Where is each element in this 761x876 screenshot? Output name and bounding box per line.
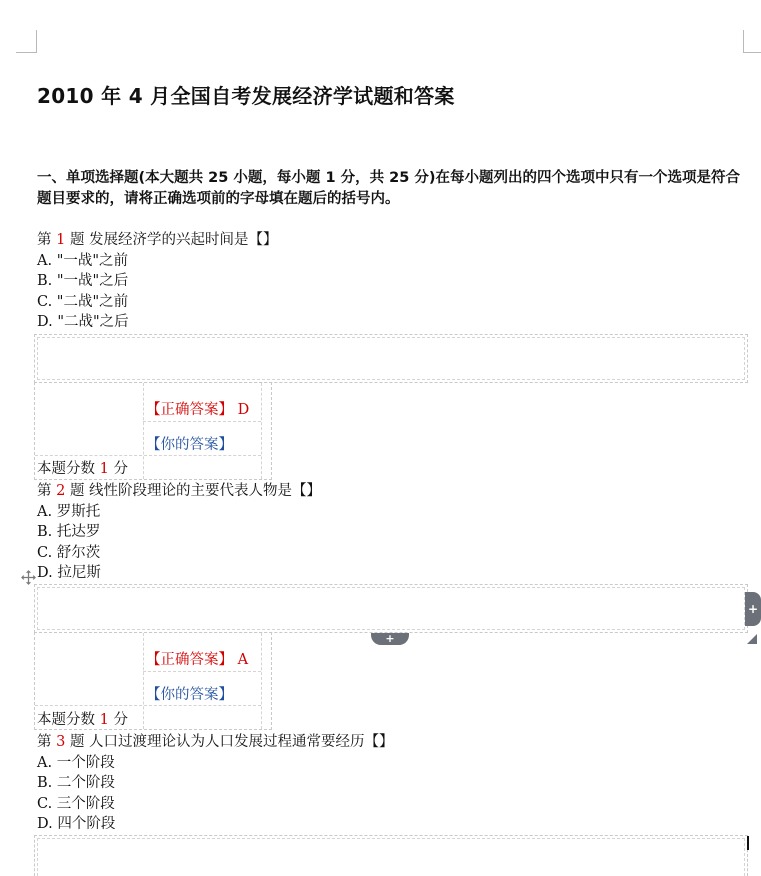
table-cell (37, 587, 745, 630)
text-cursor (747, 836, 749, 850)
score-prefix: 本题分数 (37, 461, 95, 477)
add-column-button[interactable]: + (745, 592, 761, 626)
option-b: B. 二个阶段 (37, 775, 115, 791)
table-divider (143, 671, 261, 672)
answer-table-top[interactable] (34, 835, 748, 876)
table-cell (37, 337, 745, 380)
your-answer-label: 【你的答案】 (146, 437, 233, 453)
question-text: 题 发展经济学的兴起时间是【】 (69, 232, 278, 248)
answer-table-top[interactable] (34, 584, 748, 633)
score-value: 1 (99, 712, 109, 728)
question-prefix: 第 (37, 232, 52, 248)
score-unit: 分 (113, 712, 128, 728)
correct-answer (146, 398, 249, 419)
crop-mark-top-right (743, 30, 761, 53)
correct-answer-label: 【正确答案】 (146, 652, 233, 668)
score-unit: 分 (113, 461, 128, 477)
table-divider (35, 455, 261, 456)
table-divider (143, 421, 261, 422)
question-number: 2 (56, 483, 66, 499)
option-b: B. "一战"之后 (37, 273, 129, 289)
question-text: 题 线性阶段理论的主要代表人物是【】 (69, 483, 322, 499)
correct-answer-value: A (237, 652, 249, 668)
score-prefix: 本题分数 (37, 712, 95, 728)
option-c: C. 三个阶段 (37, 795, 115, 812)
option-a: A. 罗斯托 (37, 503, 101, 520)
table-divider (261, 633, 262, 729)
option-d: D. 拉尼斯 (37, 565, 101, 581)
answer-table-top[interactable] (34, 334, 748, 383)
table-divider (261, 383, 262, 479)
correct-answer-label: 【正确答案】 (146, 402, 233, 418)
score-value: 1 (99, 461, 109, 477)
question-score (37, 457, 128, 478)
option-d: D. "二战"之后 (37, 314, 129, 330)
option-c: C. 舒尔茨 (37, 544, 101, 561)
section-heading: 一、单项选择题(本大题共 25 小题，每小题 1 分，共 25 分)在每小题列出的四个选项中只有一个选项是符合题目要求的，请将正确选项前的字母填在题后的括号内。 (37, 170, 740, 207)
correct-answer-value: D (237, 402, 250, 418)
question-prefix: 第 (37, 734, 52, 750)
option-c: C. "二战"之前 (37, 293, 129, 310)
question-number: 1 (56, 232, 66, 248)
document-title: 2010 年 4 月全国自考发展经济学试题和答案 (37, 84, 455, 108)
your-answer-label: 【你的答案】 (146, 687, 233, 703)
question-text: 题 人口过渡理论认为人口发展过程通常要经历【】 (69, 734, 394, 750)
question-score (37, 708, 128, 729)
table-divider (143, 633, 144, 729)
table-move-icon[interactable] (21, 570, 36, 585)
table-divider (143, 383, 144, 479)
question-1 (37, 230, 278, 333)
question-prefix: 第 (37, 483, 52, 499)
option-d: D. 四个阶段 (37, 816, 116, 832)
question-number: 3 (56, 734, 66, 750)
table-divider (35, 705, 261, 706)
crop-mark-top-left (16, 30, 37, 53)
question-2 (37, 481, 321, 584)
option-a: A. 一个阶段 (37, 754, 115, 771)
correct-answer (146, 648, 248, 669)
table-resize-icon[interactable] (747, 634, 757, 644)
table-cell (37, 838, 745, 876)
add-row-button[interactable]: + (371, 633, 409, 645)
option-b: B. 托达罗 (37, 524, 101, 540)
question-3 (37, 732, 394, 835)
option-a: A. "一战"之前 (37, 252, 129, 269)
